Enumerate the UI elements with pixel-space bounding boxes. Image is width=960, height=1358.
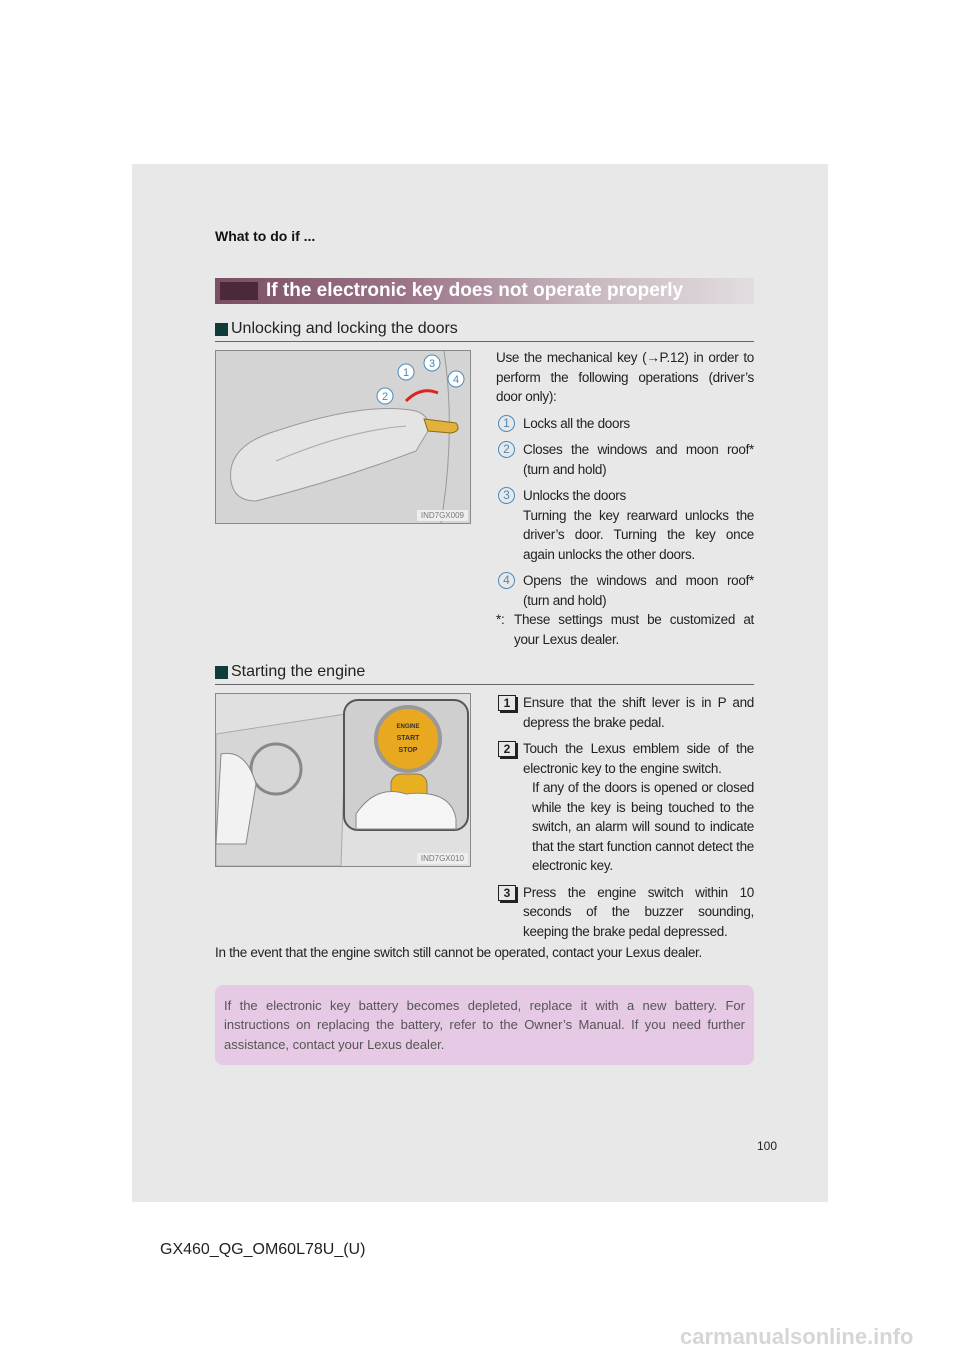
footnote-row (496, 610, 754, 649)
start-step-3: Press the engine switch within 10 seconds of the buzzer sounding, keeping the brake pedal depressed. (523, 884, 754, 939)
unlock-item-2: Closes the windows and moon roof* (turn and hold) (523, 442, 754, 477)
callout-3: 3 (428, 358, 436, 370)
closing-text: In the event that the engine switch still cannot be operated, contact your Lexus dealer. (215, 945, 702, 960)
start-row (215, 691, 754, 941)
step-number-1: 1 (498, 415, 515, 432)
heading-text: Unlocking and locking the doors (231, 320, 458, 337)
unlock-row (215, 348, 754, 649)
heading-bullet-icon (215, 666, 228, 679)
callout-4: 4 (452, 374, 460, 386)
start-step-1: Ensure that the shift lever is in P and depress the brake pedal. (523, 695, 754, 730)
step-number-3: 3 (498, 487, 515, 504)
unlock-item-3-detail: Turning the key rearward unlocks the driver’s door. Turning the key once again unlocks the other doors. (523, 507, 754, 562)
footnote: These settings must be customized at your Lexus dealer. (514, 612, 754, 647)
start-column (496, 691, 754, 941)
battery-note: If the electronic key battery becomes depleted, replace it with a new battery. For instructions on replacing the battery, refer to the Owner’s Manual. If you need further assistance, contact your Lexus dealer. (215, 985, 754, 1066)
document-code: GX460_QG_OM60L78U_(U) (160, 1241, 366, 1258)
banner-square (220, 282, 258, 300)
unlock-item (496, 486, 754, 564)
step-number-1: 1 (498, 695, 516, 711)
unlock-column (496, 348, 754, 649)
start-step (496, 739, 754, 876)
start-step-2-detail: If any of the doors is opened or closed while the key is being touched to the switch, an alarm will sound to indicate that the start function cannot detect the electronic key. (532, 780, 754, 873)
figure-code: IND7GX009 (417, 510, 468, 521)
main-content (215, 320, 754, 1065)
unlock-item (496, 571, 754, 610)
door-handle-figure (215, 350, 471, 524)
heading-text: Starting the engine (231, 663, 366, 680)
unlock-item-1: Locks all the doors (523, 415, 630, 431)
button-text-start: START (396, 735, 420, 742)
unlock-item (496, 414, 754, 434)
button-text-stop: STOP (398, 747, 418, 754)
heading-starting (215, 663, 754, 685)
unlock-item-3: Unlocks the doors (523, 488, 626, 503)
title-banner (215, 278, 754, 304)
section-header: What to do if ... (215, 228, 316, 244)
heading-unlocking (215, 320, 754, 342)
page-number: 100 (757, 1139, 778, 1153)
figure-code: IND7GX010 (417, 853, 468, 864)
step-number-3: 3 (498, 885, 516, 901)
watermark: carmanualsonline.info (680, 1324, 914, 1349)
callout-1: 1 (402, 367, 410, 379)
page-title: If the electronic key does not operate properly (266, 280, 684, 301)
unlock-intro: Use the mechanical key (→P.12) in order to perform the following operations (driver’s door only): (496, 350, 754, 404)
step-number-2: 2 (498, 741, 516, 757)
unlock-item-4: Opens the windows and moon roof* (turn and hold) (523, 573, 754, 608)
start-step (496, 693, 754, 732)
engine-start-figure (215, 693, 471, 867)
engine-start-illustration (216, 694, 470, 866)
door-handle-illustration (216, 351, 470, 523)
start-step-2: Touch the Lexus emblem side of the electronic key to the engine switch. (523, 741, 754, 776)
callout-2: 2 (381, 391, 389, 403)
start-step (496, 883, 754, 942)
step-number-4: 4 (498, 572, 515, 589)
step-number-2: 2 (498, 441, 515, 458)
button-text-engine: ENGINE (396, 724, 420, 730)
footnote-mark: *: (496, 612, 505, 627)
unlock-item (496, 440, 754, 479)
heading-bullet-icon (215, 323, 228, 336)
